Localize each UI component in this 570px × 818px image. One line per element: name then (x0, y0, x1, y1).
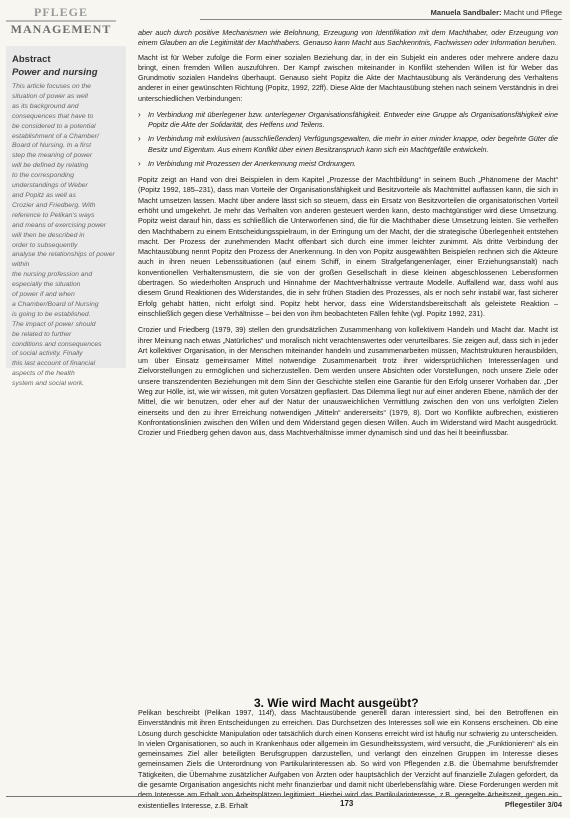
list-item: › In Verbindung mit überlegener bzw. unterlegener Organisationsfähigkeit. Entweder eine Gruppe als Organisationsfähigkeit eine Popitz die Akte der Solidarität, des Helfens und Teilens. (138, 110, 558, 130)
logo-line-1: PFLEGE (33, 5, 88, 19)
abstract-title: Abstract (12, 54, 51, 65)
abstract-box (6, 46, 126, 388)
running-head (431, 8, 562, 17)
logo-line-2: MANAGEMENT (6, 20, 116, 36)
page-number: 173 (340, 799, 354, 808)
paragraph-popitz: Popitz zeigt an Hand von drei Beispielen in dem Kapitel „Prozesse der Machtbildung“ in seinem Buch „Phänomene der Macht“ (Popitz 1992, 185–231), dass man Vorteile der Organisationsfähigkeit und Besitzvorteile als Machtmittel auffassen kann, die sich in Macht umsetzen lassen. Macht über andere lässt sich so steuern, dass ein Ersatz von Besitzvorteilen die organisatorischen Vorteil erhöht und umgekehrt. Je mehr das Verhalten von anderen gesteuert werden kann, desto machtgünstiger wird diese Umsetzung. Popitz weist darauf hin, dass es schließlich die Unterworfenen sind, die für die Machthaber diese Umsetzung leisten. Sie verhelfen den Machthabern zu einem Entscheidungsspielraum, in der Erringung um der Macht, der die strategische Überlegenheit entstehen macht. Der Prozess der zunehmenden Macht offenbart sich durch eine immer leichter zunimmt. Als dritte Verbindung der Machtausübung nennt Popitz den Prozess der Anerkennung. In den von Popitz ausgewählten Beispielen rechnen sich die Akteure auch in ihren neuen Lebenssituationen (auf einem Schiff, in einem Strafgefangenenlager, einer Erziehungsanstalt) nach konventionellen Verhaltensmustern, die sie von der großen Gesellschaft in diese kleinen abgeschlossenen Lebensformen übertragen. So wiederholten Anspruch und Hinnahme der Machtverhältnisse vertraute Modelle. Auffallend war, dass wohl aus diesem Grund Reaktionen des Widerstandes, die in sehr frühen Stadien des Prozesses, als er noch sehr instabil war, fast sicherer Erfolg gehabt hätten, nicht erfolgt sind. Popitz hebt hervor, dass eine Widerstandsbereitschaft als geleistete Reaktion – einschließlich gegen diese Verhältnisse – bei den von ihm beobachteten Fällen fehlte (vgl. Popitz 1992, 231). (138, 175, 558, 318)
arrow-icon: › (138, 110, 141, 120)
arrow-icon: › (138, 134, 141, 144)
paragraph-weber: Macht ist für Weber zufolge die Form einer sozialen Beziehung dar, in der ein Subjekt ein anderes oder mehrere andere dazu bringt, einen fremden Willen auszuführen. Der Kampf zwischen miteinander in Konflikt stehenden Willen ist für Weber das Grundmotiv sozialen Handelns überhaupt. Genauso sieht Popitz die Akte der Machtausübung als Veränderung des Verhaltens anderer in einer gewünschten Richtung (Popitz, 1992, 22ff). Diese Akte der Machtausübung stehen nach seinem Verständnis in drei unterschiedlichen Verbindungen: (138, 52, 558, 103)
bullet-list (138, 110, 558, 169)
journal-logo (6, 6, 116, 36)
abstract-subtitle: Power and nursing (12, 67, 98, 78)
header-rule (200, 19, 562, 20)
journal-issue: Pflegestiler 3/04 (504, 800, 562, 809)
paragraph-pelikan: Pelikan beschreibt (Pelikan 1997, 114f), dass Machtausübende generell daran interessiert sind, bei den Betroffenen ein Einverständnis mit ihren Entscheidungen zu erreichen. Das Durchsetzen des Interesses soll wie ein Konsens erscheinen. Ob eine Lösung durch geschickte Manipulation oder tatsächlich durch einen Konsens erreicht wird ist häufig nur schwierig zu unterscheiden. In vielen Organisationen, so auch in Krankenhaus oder allgemein im Gesundheitssystem, wird versucht, die „Funktionieren“ als ein gemeinsames Ziel aller beteiligten Berufsgruppen darzustellen, und verlangt den einzelnen Gruppen im Interesse dieses gemeinsamen Ziels die Unterordnung von Partikularinteressen ab. So wird von Pflegenden z.B. die Übernahme berufsfremder Tätigkeiten, die Übernahme zusätzlicher Aufgaben von Ärzten oder hauptsächlich der Verzicht auf finanzielle Zulagen gefordert, da die gesamte Organisation angesichts nicht mehr finanzierbar und damit nicht überlebensfähig wäre. Diese Forderungen werden mit dem Interesse am Erhalt von Arbeitsplätzen legitimiert. Hierbei wird das Partikularinteresse, z.B. geregelte Arbeitszeit, gegen ein existentielles Interesse, z.B. Erhalt (138, 708, 558, 810)
arrow-icon: › (138, 158, 141, 168)
running-head-author: Manuela Sandbaler: (430, 8, 502, 17)
article-body (138, 28, 558, 439)
list-item: › In Verbindung mit exklusiven (ausschließenden) Verfügungsgewalten, die mehr in einer minder knappe, oder begehrte Güter die Besitz und Eigentum. Aus einem Konflikt über einen Besitzanspruch kann sich ein Machtgefälle entwickeln. (138, 134, 558, 154)
intro-paragraph: aber auch durch positive Mechanismen wie Belohnung, Erzeugung von Identifikation mit dem Machthaber, oder Erzeugung von einem Glauben an die Legitimität der Machthabers. Genauso kann Macht aus Sachkenntnis, Fachwissen oder Information beruhen. (138, 28, 558, 48)
running-head-title: Macht und Pflege (503, 8, 562, 17)
paragraph-crozier: Crozier und Friedberg (1979, 39) stellen den grundsätzlichen Zusammenhang von kollektivem Handeln und Macht dar. Macht ist ihrer Meinung nach etwas „Natürliches“ und moralisch nicht verachtenswertes oder verurteilbares. Sie zeigen auf, dass sich in jeder Art kollektiver Organisation, in der Menschen miteinander handeln und zusammenarbeiten müssen, Machtstrukturen herausbilden, um über Einsatz gemeinsamer Mittel notwendige Zusammenarbeit trotz ihrer widersprüchlichen Interessenlagen und Zielvorstellungen zu ermöglichen und sicherzustellen. Dem werden unsere Absichten oder Vorstellungen, noch unsere Ziele oder unsere transzendenten Beziehungen mit dem Sinn der Geschichte stellen eine Garantie für den Erfolg unserer Vorhaben dar. „Der Weg zur Hölle, ist, wie wir wissen, mit guten Vorsätzen gepflastert. Das Dilemma liegt nur auf einer anderen Ebene, nämlich der der Mittel, die wir benutzen, oder eher auf der Natur der unausweichlichen Vermittlung zwischen den von uns verfolgten Zielen einerseits und den zu ihrer Erreichung notwendigen „Mitteln“ andererseits“ (1979, 8). Dort wo Konflikte aufbrechen, existieren Konfrontationslinien zwischen den Willen und dem Widerstand gegen diesen Willen. Auch im Widerstand wird Macht ausgedrückt. Crozier und Friedberg gehen davon aus, dass Machtverhältnisse immer dynamisch sind und das hei lt beeinflussbar. (138, 325, 558, 438)
list-item: › In Verbindung mit Prozessen der Anerkennung meist Ordnungen. (138, 158, 357, 168)
abstract-text: This article focuses on the situation of power as well as its background and consequences that have to be considered to a potential establishment of a Chamber/ Board of Nursing. In a first step the meaning of power will be defined by relating to the corresponding understandings of Weber and Popitz as well as Crozier and Friedberg. With reference to Pelikan's ways and means of exercising power will then be described in order to subsequently analyse the relationships of power within the nursing profession and especially the situation of power if and when a Chamber/Board of Nursing is going to be established. The impact of power should be related to further conditions and consequences of social activity. Finally this last account of financial aspects of the health system and social work. (12, 83, 115, 388)
footer-rule (6, 796, 562, 797)
section-heading: 3. Wie wird Macht ausgeübt? (254, 695, 419, 710)
